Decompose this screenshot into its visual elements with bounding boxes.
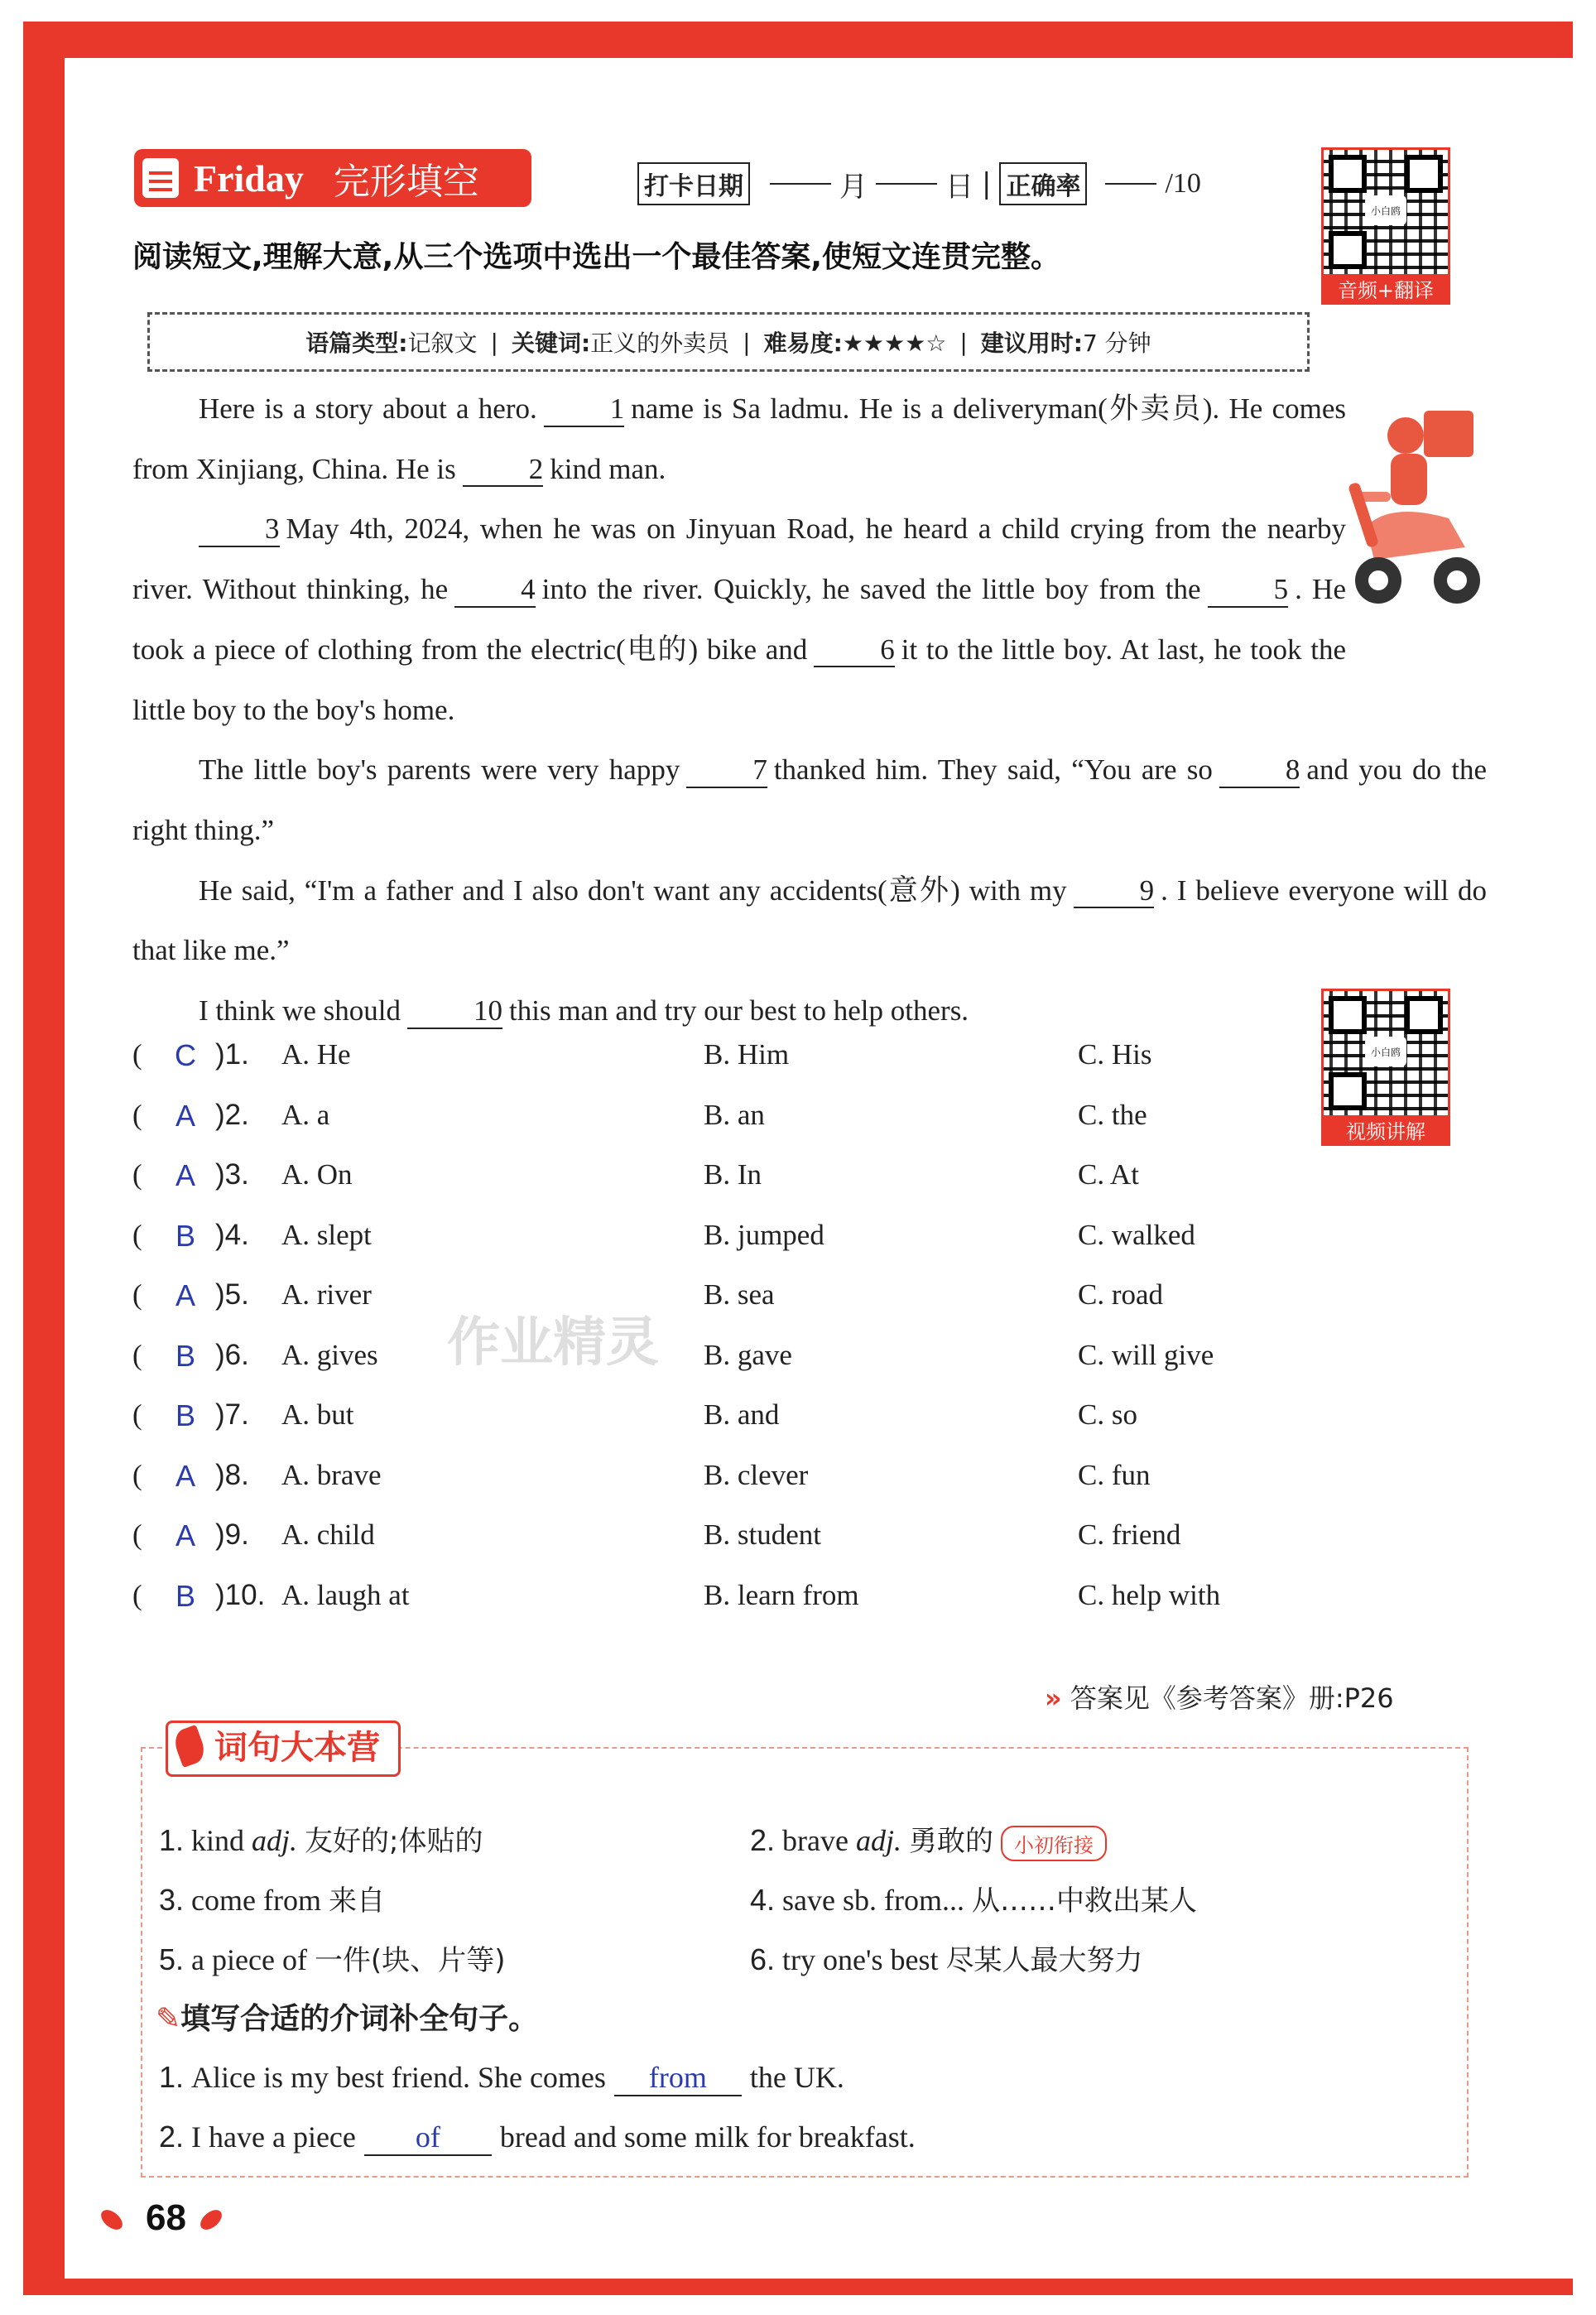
- section-title: 完形填空: [333, 161, 479, 203]
- question-number: )7.: [215, 1398, 249, 1431]
- option-b[interactable]: B. and: [704, 1398, 780, 1431]
- question-number: )2.: [215, 1098, 249, 1131]
- question-number: )3.: [215, 1158, 249, 1191]
- option-a[interactable]: A. river: [281, 1278, 372, 1311]
- time-label: 建议用时:: [980, 330, 1083, 357]
- option-c[interactable]: C. will give: [1078, 1338, 1214, 1371]
- option-a[interactable]: A. He: [281, 1038, 351, 1071]
- question-number: )1.: [215, 1038, 249, 1071]
- blank-7[interactable]: 7: [686, 754, 767, 788]
- page-frame-left: [23, 22, 65, 2294]
- option-b[interactable]: B. sea: [704, 1278, 775, 1311]
- month-blank[interactable]: [770, 183, 831, 185]
- qr-audio-label: 音频+翻译: [1321, 277, 1450, 305]
- option-a[interactable]: A. gives: [281, 1338, 378, 1371]
- passage: [132, 379, 1487, 1042]
- question-number: )4.: [215, 1218, 249, 1251]
- day-label: Friday: [194, 156, 304, 200]
- option-row: [132, 1339, 1374, 1399]
- day-blank[interactable]: [876, 183, 937, 185]
- fill-answer-2[interactable]: of: [364, 2120, 492, 2156]
- bridge-pill: 小初衔接: [1001, 1826, 1107, 1861]
- vocab-item-2: 2. brave adj. 勇敢的 小初衔接: [750, 1818, 1107, 1861]
- answer-mark[interactable]: B: [175, 1218, 195, 1253]
- answer-mark[interactable]: B: [175, 1398, 195, 1432]
- question-number: )9.: [215, 1518, 249, 1551]
- option-a[interactable]: A. a: [281, 1098, 330, 1131]
- answer-mark[interactable]: A: [175, 1278, 195, 1312]
- paragraph-5: I think we should 10 this man and try our best to help others.: [132, 981, 1487, 1042]
- month-label: 月: [839, 170, 868, 204]
- accuracy-total: /10: [1165, 168, 1201, 199]
- option-row: [132, 1219, 1374, 1279]
- option-b[interactable]: B. jumped: [704, 1218, 824, 1251]
- page-number: 68: [106, 2197, 186, 2239]
- vocab-item-1: 1. kind adj. 友好的;体贴的: [159, 1823, 483, 1858]
- calendar-icon: [142, 158, 179, 198]
- option-b[interactable]: B. student: [704, 1518, 821, 1551]
- section-badge: [134, 149, 531, 207]
- difficulty-label: 难易度:: [763, 330, 843, 357]
- blank-9[interactable]: 9: [1074, 875, 1155, 909]
- blank-6[interactable]: 6: [814, 634, 895, 668]
- option-a[interactable]: A. brave: [281, 1458, 382, 1491]
- option-paren: (: [132, 1398, 142, 1431]
- option-b[interactable]: B. Him: [704, 1038, 790, 1071]
- answer-reference: [1045, 1677, 1394, 1716]
- vocab-title: 词句大本营: [214, 1729, 380, 1767]
- qr-logo: 小白鸥: [1365, 1037, 1406, 1066]
- fill-sentence-1: 1. Alice is my best friend. She comes from the UK.: [159, 2060, 844, 2096]
- difficulty-stars: ★★★★☆: [842, 330, 947, 357]
- fill-in-title: ✎填写合适的介词补全句子。: [156, 2002, 539, 2036]
- answer-mark[interactable]: A: [175, 1518, 195, 1552]
- option-b[interactable]: B. clever: [704, 1458, 809, 1491]
- qr-video-label: 视频讲解: [1321, 1118, 1450, 1146]
- answer-mark[interactable]: A: [175, 1098, 195, 1133]
- option-paren: (: [132, 1578, 142, 1611]
- option-b[interactable]: B. gave: [704, 1338, 792, 1371]
- paragraph-2: 3 May 4th, 2024, when he was on Jinyuan Road, he heard a child crying from the nearby river. Without thinking, he 4 into the river. Quickly, he saved the little boy from the 5 . He took a piece of clothing from the electric(电的) bike and 6 it to the little boy. At last, he took the little boy to the boy's home.: [132, 513, 1346, 726]
- option-b[interactable]: B. learn from: [704, 1578, 859, 1611]
- day-unit-label: 日: [945, 170, 973, 204]
- blank-2[interactable]: 2: [463, 454, 544, 488]
- qr-code-icon[interactable]: [1321, 147, 1450, 277]
- question-number: )6.: [215, 1338, 249, 1371]
- time-value: 7 分钟: [1082, 330, 1151, 357]
- option-a[interactable]: A. slept: [281, 1218, 372, 1251]
- option-b[interactable]: B. In: [704, 1158, 762, 1191]
- fill-answer-1[interactable]: from: [614, 2060, 742, 2096]
- checkin-row: [637, 162, 1201, 205]
- option-c[interactable]: C. At: [1078, 1158, 1139, 1191]
- blank-8[interactable]: 8: [1219, 754, 1300, 788]
- passage-info-box: 语篇类型:记叙文 | 关键词:正义的外卖员 | 难易度:★★★★☆ | 建议用时:7 分钟: [147, 312, 1310, 372]
- answer-mark[interactable]: C: [175, 1038, 196, 1072]
- qr-logo: 小白鸥: [1365, 195, 1406, 225]
- option-c[interactable]: C. road: [1078, 1278, 1164, 1311]
- option-c[interactable]: C. His: [1078, 1038, 1152, 1071]
- option-c[interactable]: C. walked: [1078, 1218, 1195, 1251]
- paragraph-3: The little boy's parents were very happy 7 thanked him. They said, “You are so 8 and you do the right thing.”: [132, 753, 1487, 846]
- fill-sentence-2: 2. I have a piece of bread and some milk for breakfast.: [159, 2120, 916, 2156]
- option-row: [132, 1099, 1374, 1159]
- option-row: [132, 1278, 1374, 1339]
- deliveryman-scooter-illustration: [1341, 402, 1490, 618]
- option-c[interactable]: C. the: [1078, 1098, 1147, 1131]
- instruction-text: 阅读短文,理解大意,从三个选项中选出一个最佳答案,使短文连贯完整。: [132, 240, 1061, 274]
- option-c[interactable]: C. so: [1078, 1398, 1137, 1431]
- question-number: )5.: [215, 1278, 249, 1311]
- paragraph-4: He said, “I'm a father and I also don't want any accidents(意外) with my 9 . I believe everyone will do that like me.”: [132, 874, 1487, 967]
- option-paren: (: [132, 1338, 142, 1371]
- vocab-item-5: 5. a piece of 一件(块、片等): [159, 1942, 506, 1977]
- question-number: )8.: [215, 1458, 249, 1491]
- keyword-value: 正义的外卖员: [590, 330, 730, 357]
- page-frame-bottom: [23, 2279, 1573, 2295]
- accuracy-blank[interactable]: [1105, 183, 1156, 185]
- option-row: [132, 1459, 1374, 1519]
- option-b[interactable]: B. an: [704, 1098, 765, 1131]
- option-row: [132, 1579, 1374, 1639]
- watermark: 作业精灵: [447, 1312, 659, 1374]
- accuracy-label: 正确率: [999, 162, 1087, 205]
- option-paren: (: [132, 1218, 142, 1251]
- blank-1[interactable]: 1: [544, 393, 625, 427]
- page-frame-top: [23, 22, 1573, 58]
- vocab-item-3: 3. come from 来自: [159, 1883, 385, 1918]
- paragraph-1: Here is a story about a hero. 1 name is Sa ladmu. He is a deliveryman(外卖员). He comes from Xinjiang, China. He is 2 kind man.: [132, 379, 1487, 499]
- blank-5[interactable]: 5: [1208, 574, 1289, 608]
- blank-3[interactable]: 3: [199, 513, 280, 547]
- option-paren: (: [132, 1038, 142, 1071]
- quill-icon: [171, 1725, 208, 1768]
- vocab-item-6: 6. try one's best 尽某人最大努力: [750, 1942, 1143, 1977]
- option-c[interactable]: C. fun: [1078, 1458, 1151, 1491]
- pencil-icon: ✎: [156, 2002, 181, 2036]
- option-row: [132, 1158, 1374, 1219]
- blank-4[interactable]: 4: [454, 574, 536, 608]
- answer-mark[interactable]: A: [175, 1158, 195, 1192]
- answer-mark[interactable]: B: [175, 1338, 195, 1373]
- answer-mark[interactable]: B: [175, 1578, 195, 1613]
- options-list: [132, 1038, 1374, 1639]
- option-paren: (: [132, 1518, 142, 1551]
- option-a[interactable]: A. On: [281, 1158, 353, 1191]
- option-row: [132, 1518, 1374, 1579]
- answer-reference-text: 答案见《参考答案》册:P26: [1070, 1682, 1394, 1714]
- checkin-label: 打卡日期: [637, 162, 750, 205]
- separator: |: [982, 167, 992, 200]
- option-c[interactable]: C. friend: [1078, 1518, 1181, 1551]
- blank-10[interactable]: 10: [407, 995, 502, 1029]
- type-value: 记叙文: [407, 330, 478, 357]
- option-a[interactable]: A. laugh at: [281, 1578, 410, 1611]
- answer-mark[interactable]: A: [175, 1458, 195, 1493]
- qr-audio-group[interactable]: [1321, 147, 1450, 305]
- option-row: [132, 1398, 1374, 1459]
- option-paren: (: [132, 1458, 142, 1491]
- option-a[interactable]: A. but: [281, 1398, 354, 1431]
- option-row: [132, 1038, 1374, 1099]
- option-paren: (: [132, 1158, 142, 1191]
- option-a[interactable]: A. child: [281, 1518, 375, 1551]
- type-label: 语篇类型:: [305, 330, 408, 357]
- question-number: )10.: [215, 1578, 266, 1611]
- keyword-label: 关键词:: [511, 330, 591, 357]
- option-c[interactable]: C. help with: [1078, 1578, 1221, 1611]
- option-paren: (: [132, 1278, 142, 1311]
- option-paren: (: [132, 1098, 142, 1131]
- vocab-item-4: 4. save sb. from... 从……中救出某人: [750, 1883, 1197, 1918]
- double-arrow-icon: »: [1045, 1682, 1062, 1714]
- vocab-title-tag: [166, 1721, 401, 1777]
